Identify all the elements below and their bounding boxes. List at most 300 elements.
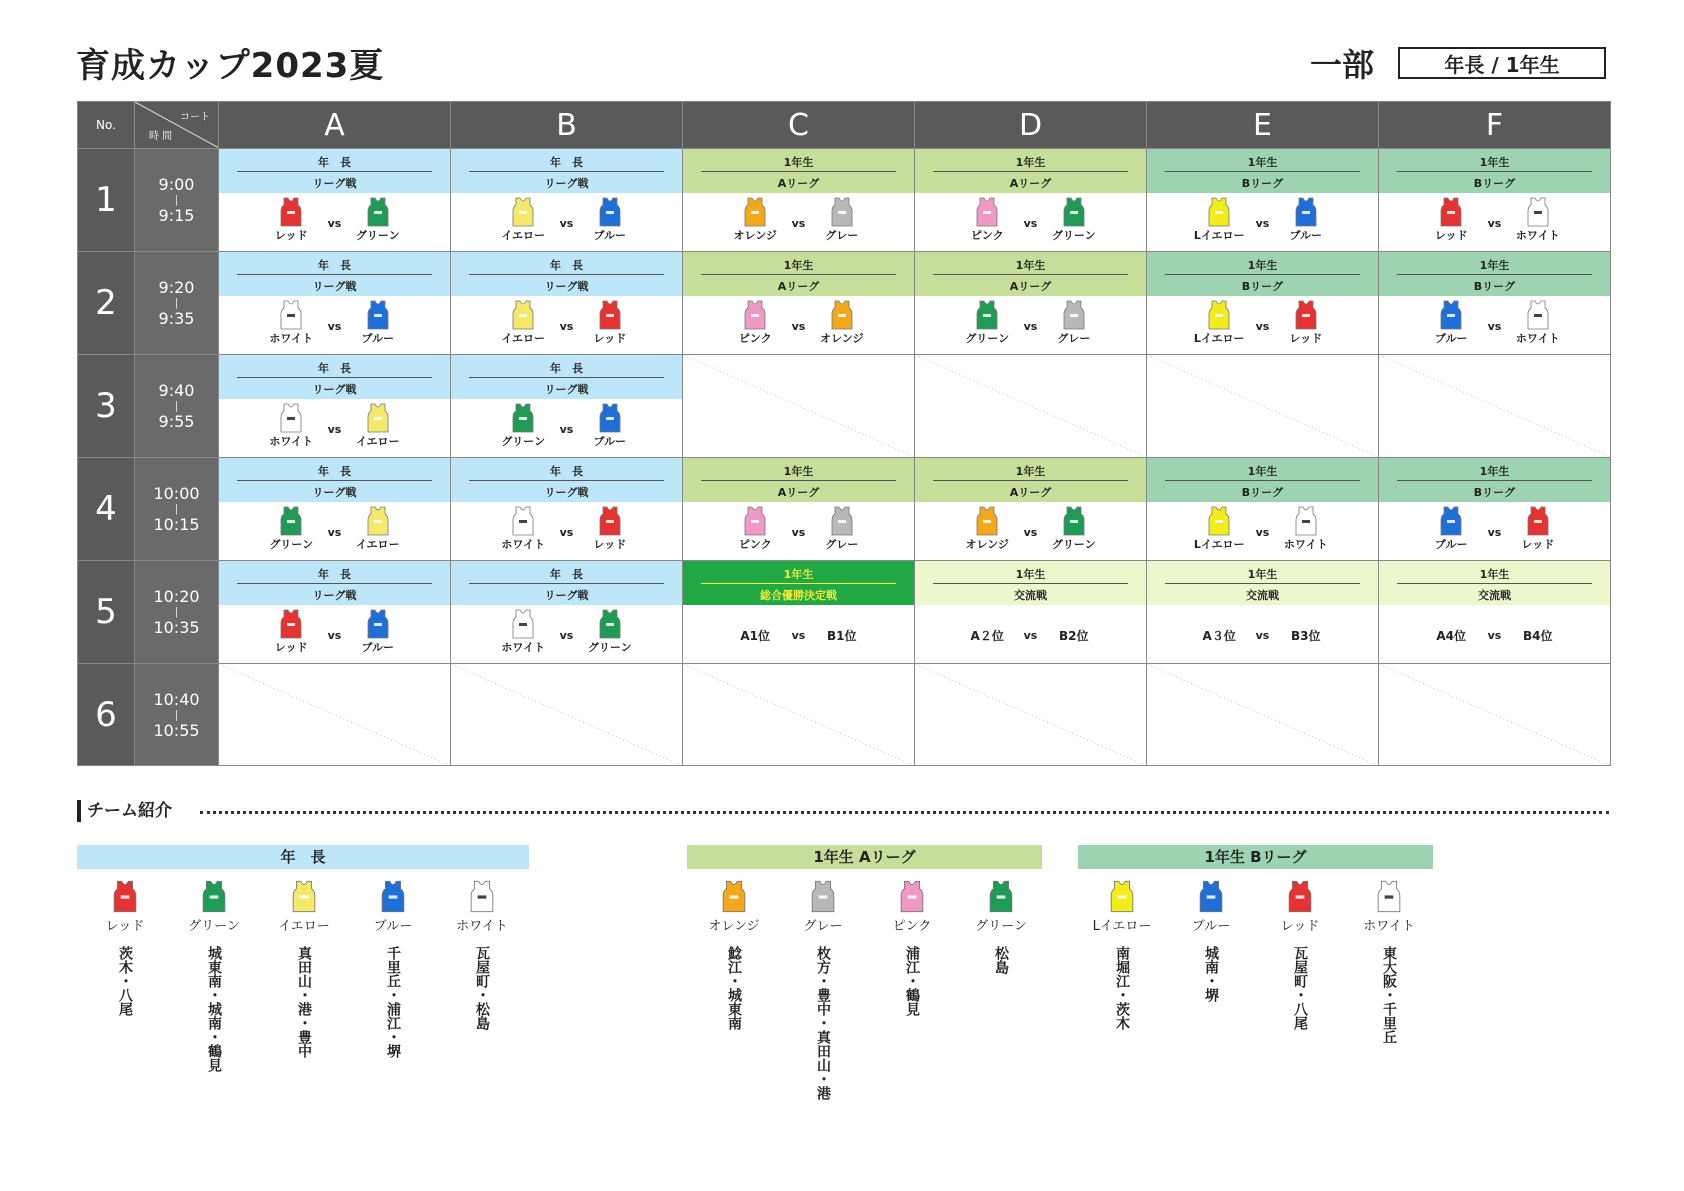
bib-icon — [469, 880, 495, 913]
team-intro-name: Lイエロー — [1092, 919, 1152, 934]
team-name: イエロー — [501, 332, 545, 345]
match-kind: リーグ戦 — [544, 280, 589, 293]
team-name: ホワイト — [269, 332, 314, 345]
slot-time — [135, 561, 219, 664]
court-letter: A — [324, 107, 345, 143]
empty-slot-diagonal — [451, 664, 683, 766]
team-intro-item — [85, 880, 165, 1016]
bib-icon — [975, 506, 999, 536]
match-kind: Aリーグ — [777, 486, 820, 499]
home-team — [727, 502, 783, 552]
grade-box: 年長 / 1年生 — [1398, 47, 1606, 79]
team-name: レッド — [274, 641, 308, 654]
vs-label: vs — [1487, 629, 1502, 642]
vs-label: vs — [1487, 217, 1502, 230]
vs-label: vs — [1023, 217, 1038, 230]
team-name: レッド — [593, 332, 627, 345]
vs-label: vs — [1255, 526, 1270, 539]
match-kind: 交流戦 — [1014, 589, 1047, 602]
away-seed: B2位 — [1059, 629, 1089, 643]
match-body — [683, 502, 914, 560]
empty-slot-diagonal — [219, 664, 451, 766]
match-group: 1年生 — [1479, 156, 1510, 169]
team-name: レッド — [1289, 332, 1323, 345]
match-cell — [915, 149, 1147, 252]
match-body — [451, 605, 682, 663]
bib-icon — [743, 506, 767, 536]
match-kind: リーグ戦 — [544, 383, 589, 396]
match-cell — [1379, 252, 1611, 355]
bib-icon — [366, 506, 390, 536]
team-name: グリーン — [269, 538, 314, 551]
bib-icon — [366, 197, 390, 227]
end-time: 10:35 — [153, 618, 200, 637]
team-name: ブルー — [593, 229, 627, 242]
bib-icon — [511, 506, 535, 536]
slot-number: 1 — [78, 149, 135, 252]
team-name: オレンジ — [965, 538, 1009, 551]
section-dotted-line — [200, 811, 1609, 814]
empty-match-cell — [1379, 664, 1611, 766]
match-header — [683, 252, 914, 296]
match-body — [451, 193, 682, 251]
team-name: グレー — [825, 538, 859, 551]
team-intro-areas: 浦江・鶴見 — [904, 946, 920, 1016]
team-name: イエロー — [501, 229, 545, 242]
home-seed: A２位 — [970, 629, 1004, 643]
bib-icon — [279, 506, 303, 536]
vs-label: vs — [791, 320, 806, 333]
match-kind: リーグ戦 — [544, 486, 589, 499]
match-header — [915, 561, 1146, 605]
home-team — [495, 502, 551, 552]
match-group: 年 長 — [550, 156, 583, 169]
empty-slot-diagonal — [1379, 355, 1611, 457]
vs-label: vs — [1487, 320, 1502, 333]
bib-icon — [366, 403, 390, 433]
away-team — [1046, 296, 1102, 346]
slot-number: 2 — [78, 252, 135, 355]
match-header — [915, 252, 1146, 296]
start-time: 10:40 — [153, 689, 200, 709]
court-header-b — [451, 102, 683, 149]
away-team — [1278, 193, 1334, 243]
end-time: 9:15 — [158, 206, 195, 225]
match-header — [219, 252, 450, 296]
match-group: 1年生 — [783, 465, 814, 478]
team-intro-item — [1260, 880, 1340, 1030]
match-cell — [219, 561, 451, 664]
match-group: 1年生 — [1247, 156, 1278, 169]
vs-label: vs — [559, 629, 574, 642]
bib-icon — [975, 300, 999, 330]
match-cell — [219, 252, 451, 355]
match-kind: Bリーグ — [1473, 177, 1516, 190]
team-intro-areas: 真田山・港・豊中 — [296, 946, 312, 1058]
match-group: 年 長 — [318, 568, 351, 581]
team-name: ホワイト — [501, 538, 546, 551]
team-name: ブルー — [361, 641, 395, 654]
away-team — [1278, 502, 1334, 552]
empty-match-cell — [1147, 664, 1379, 766]
match-body — [1379, 296, 1610, 354]
court-header-c — [683, 102, 915, 149]
match-cell — [451, 252, 683, 355]
match-kind: Bリーグ — [1241, 486, 1284, 499]
vs-label: vs — [1487, 526, 1502, 539]
match-body — [451, 399, 682, 457]
match-cell — [1379, 561, 1611, 664]
start-time: 9:00 — [158, 175, 195, 194]
team-name: Lイエロー — [1193, 538, 1245, 551]
vs-label: vs — [791, 629, 806, 642]
team-name: ホワイト — [501, 641, 546, 654]
start-time: 9:40 — [158, 381, 195, 400]
match-cell — [1379, 458, 1611, 561]
vs-label: vs — [559, 217, 574, 230]
match-group: 1年生 — [783, 259, 814, 272]
team-name: レッド — [274, 229, 308, 242]
match-group: 1年生 — [1015, 465, 1046, 478]
schedule-row — [78, 458, 1611, 561]
team-intro-name: イエロー — [278, 919, 330, 934]
bib-icon — [598, 197, 622, 227]
match-kind: リーグ戦 — [544, 177, 589, 190]
schedule-row — [78, 252, 1611, 355]
team-name: ピンク — [970, 229, 1004, 242]
match-group: 1年生 — [783, 156, 814, 169]
team-name: グリーン — [965, 332, 1010, 345]
slot-time — [135, 458, 219, 561]
match-body — [219, 399, 450, 457]
bib-icon — [1207, 300, 1231, 330]
match-body — [915, 502, 1146, 560]
team-name: グリーン — [1051, 538, 1096, 551]
bib-icon — [1526, 300, 1550, 330]
team-intro-areas: 松島 — [993, 946, 1009, 974]
match-cell — [915, 561, 1147, 664]
court-letter: B — [556, 107, 577, 143]
court-letter: E — [1253, 107, 1272, 143]
match-cell — [219, 355, 451, 458]
team-name: ブルー — [1289, 229, 1323, 242]
vs-label: vs — [559, 526, 574, 539]
bib-icon — [1062, 506, 1086, 536]
team-name: ピンク — [738, 538, 772, 551]
match-group: 1年生 — [1015, 568, 1046, 581]
home-team — [727, 296, 783, 346]
bib-icon — [1439, 197, 1463, 227]
match-header — [1379, 149, 1610, 193]
court-header-a — [219, 102, 451, 149]
vs-label: vs — [1023, 629, 1038, 642]
match-header — [1147, 149, 1378, 193]
team-intro-areas: 千里丘・浦江・堺 — [385, 946, 401, 1058]
team-intro-areas: 瓦屋町・八尾 — [1292, 946, 1308, 1030]
match-cell — [451, 149, 683, 252]
match-kind: リーグ戦 — [312, 383, 357, 396]
empty-match-cell — [1147, 355, 1379, 458]
away-team — [1278, 296, 1334, 346]
match-header — [915, 149, 1146, 193]
match-body — [915, 605, 1146, 663]
home-team — [1423, 296, 1479, 346]
team-name: ブルー — [1434, 538, 1468, 551]
bib-icon — [1439, 506, 1463, 536]
bib-icon — [598, 506, 622, 536]
away-team — [1046, 502, 1102, 552]
match-cell — [1147, 252, 1379, 355]
match-kind: Aリーグ — [777, 177, 820, 190]
match-header — [683, 458, 914, 502]
away-team — [350, 193, 406, 243]
match-header — [1379, 252, 1610, 296]
away-team — [1510, 193, 1566, 243]
empty-slot-diagonal — [683, 664, 915, 766]
team-intro-name: オレンジ — [708, 919, 760, 934]
vs-label: vs — [327, 526, 342, 539]
match-header — [219, 149, 450, 193]
empty-match-cell — [915, 664, 1147, 766]
away-team — [814, 502, 870, 552]
team-intro-areas: 城東南・城南・鶴見 — [206, 946, 222, 1072]
bib-icon — [366, 609, 390, 639]
vs-label: vs — [327, 320, 342, 333]
home-team — [263, 502, 319, 552]
bib-icon — [366, 300, 390, 330]
team-intro-name: グレー — [803, 919, 843, 934]
match-group: 1年生 — [1247, 259, 1278, 272]
vs-label: vs — [1023, 526, 1038, 539]
match-header — [1379, 561, 1610, 605]
team-intro-item — [872, 880, 952, 1016]
team-name: Lイエロー — [1193, 229, 1245, 242]
match-header — [451, 458, 682, 502]
home-team — [263, 193, 319, 243]
home-seed: A３位 — [1202, 629, 1236, 643]
team-intro-name: グリーン — [975, 919, 1027, 934]
team-intro-item — [1349, 880, 1429, 1044]
vs-label: vs — [559, 320, 574, 333]
team-intro-item — [353, 880, 433, 1058]
bib-icon — [830, 506, 854, 536]
team-intro-title: チーム紹介 — [77, 800, 172, 822]
match-header — [1147, 252, 1378, 296]
match-cell — [683, 149, 915, 252]
bib-icon — [1439, 300, 1463, 330]
team-intro-item — [1171, 880, 1251, 1002]
match-body — [219, 502, 450, 560]
bib-icon — [1287, 880, 1313, 913]
home-team — [263, 399, 319, 449]
group-band: 1年生 Aリーグ — [687, 845, 1042, 869]
time-separator: | — [174, 193, 179, 206]
match-kind: リーグ戦 — [312, 486, 357, 499]
bib-icon — [1294, 506, 1318, 536]
team-name: レッド — [1521, 538, 1555, 551]
time-separator: | — [174, 502, 179, 515]
home-seed: A1位 — [740, 629, 771, 643]
bib-icon — [743, 197, 767, 227]
home-team — [959, 296, 1015, 346]
home-team — [959, 502, 1015, 552]
match-header — [219, 561, 450, 605]
team-intro-item — [1082, 880, 1162, 1030]
match-cell — [1147, 561, 1379, 664]
team-name: ホワイト — [1515, 229, 1560, 242]
match-body — [683, 605, 914, 663]
schedule-row — [78, 561, 1611, 664]
away-team — [1046, 193, 1102, 243]
away-team — [582, 605, 638, 655]
court-header-f — [1379, 102, 1611, 149]
match-cell — [451, 458, 683, 561]
match-body — [1147, 502, 1378, 560]
end-time: 10:15 — [153, 515, 200, 534]
match-cell — [219, 458, 451, 561]
match-cell — [1147, 458, 1379, 561]
away-team — [1510, 296, 1566, 346]
team-intro-item — [783, 880, 863, 1100]
bib-icon — [112, 880, 138, 913]
match-group: 年 長 — [318, 362, 351, 375]
empty-slot-diagonal — [683, 355, 915, 457]
match-kind: 交流戦 — [1246, 589, 1279, 602]
team-name: ホワイト — [269, 435, 314, 448]
team-intro-areas: 南堀江・茨木 — [1114, 946, 1130, 1030]
match-kind: Aリーグ — [1009, 177, 1052, 190]
home-team — [959, 193, 1015, 243]
match-kind: 交流戦 — [1478, 589, 1511, 602]
match-header — [1147, 561, 1378, 605]
home-team — [1191, 296, 1247, 346]
bib-icon — [511, 197, 535, 227]
match-group: 年 長 — [550, 465, 583, 478]
match-kind: Bリーグ — [1473, 280, 1516, 293]
end-time: 9:35 — [158, 309, 195, 328]
team-intro-areas: 城南・堺 — [1203, 946, 1219, 1002]
page-title: 育成カップ2023夏 — [76, 46, 385, 86]
bib-icon — [1294, 197, 1318, 227]
team-name: グリーン — [587, 641, 632, 654]
empty-slot-diagonal — [1379, 664, 1611, 766]
match-header — [683, 149, 914, 193]
match-group: 年 長 — [318, 259, 351, 272]
end-time: 9:55 — [158, 412, 195, 431]
team-name: ホワイト — [1283, 538, 1328, 551]
bib-icon — [1207, 506, 1231, 536]
team-name: レッド — [593, 538, 627, 551]
team-name: ブルー — [1434, 332, 1468, 345]
team-name: グリーン — [501, 435, 546, 448]
match-body — [219, 193, 450, 251]
team-intro-name: ブルー — [1191, 919, 1231, 934]
empty-slot-diagonal — [1147, 664, 1379, 766]
bib-icon — [1294, 300, 1318, 330]
bib-icon — [380, 880, 406, 913]
match-group: 年 長 — [550, 568, 583, 581]
slot-time — [135, 252, 219, 355]
team-name: オレンジ — [820, 332, 864, 345]
bib-icon — [830, 197, 854, 227]
team-intro-name: ホワイト — [1363, 919, 1415, 934]
vs-label: vs — [1255, 217, 1270, 230]
schedule-body — [78, 149, 1611, 766]
match-group: 1年生 — [1479, 568, 1510, 581]
team-intro-areas: 茨木・八尾 — [117, 946, 133, 1016]
bib-icon — [1526, 506, 1550, 536]
match-kind: リーグ戦 — [544, 589, 589, 602]
away-team — [350, 502, 406, 552]
team-intro-item — [961, 880, 1041, 974]
match-group: 1年生 — [1479, 465, 1510, 478]
match-cell — [451, 561, 683, 664]
team-name: ホワイト — [1515, 332, 1560, 345]
end-time: 10:55 — [153, 720, 200, 740]
team-name: グレー — [825, 229, 859, 242]
team-intro-item — [174, 880, 254, 1072]
bib-icon — [279, 197, 303, 227]
match-body — [1379, 605, 1610, 663]
schedule-row — [78, 149, 1611, 252]
empty-slot-diagonal — [915, 355, 1147, 457]
bib-icon — [598, 609, 622, 639]
empty-match-cell — [683, 664, 915, 766]
bib-icon — [830, 300, 854, 330]
slot-number: 3 — [78, 355, 135, 458]
match-body — [1147, 193, 1378, 251]
vs-label: vs — [559, 423, 574, 436]
schedule-table — [77, 101, 1611, 766]
vs-label: vs — [791, 217, 806, 230]
match-body — [683, 296, 914, 354]
team-intro-name: レッド — [1280, 919, 1320, 934]
empty-match-cell — [1379, 355, 1611, 458]
match-kind: Aリーグ — [1009, 486, 1052, 499]
match-body — [683, 193, 914, 251]
match-cell — [1379, 149, 1611, 252]
bib-icon — [598, 300, 622, 330]
home-team — [495, 605, 551, 655]
match-kind: Aリーグ — [1009, 280, 1052, 293]
home-team — [1191, 193, 1247, 243]
away-team — [814, 296, 870, 346]
match-cell — [915, 458, 1147, 561]
away-team — [582, 193, 638, 243]
match-kind: Bリーグ — [1241, 177, 1284, 190]
bib-icon — [511, 609, 535, 639]
match-kind: Aリーグ — [777, 280, 820, 293]
court-letter: C — [788, 107, 809, 143]
match-kind: リーグ戦 — [312, 177, 357, 190]
match-header — [1147, 458, 1378, 502]
match-body — [1147, 296, 1378, 354]
away-seed: B3位 — [1291, 629, 1321, 643]
match-group: 1年生 — [1015, 156, 1046, 169]
time-separator: | — [174, 296, 179, 309]
bib-icon — [1062, 300, 1086, 330]
time-separator: | — [174, 605, 179, 618]
bib-icon — [1109, 880, 1135, 913]
vs-label: vs — [791, 526, 806, 539]
slot-number: 4 — [78, 458, 135, 561]
time-separator: | — [174, 707, 179, 721]
court-letter: F — [1485, 107, 1504, 143]
slot-time — [135, 664, 219, 766]
bib-icon — [1062, 197, 1086, 227]
bib-icon — [291, 880, 317, 913]
match-group: 年 長 — [550, 259, 583, 272]
